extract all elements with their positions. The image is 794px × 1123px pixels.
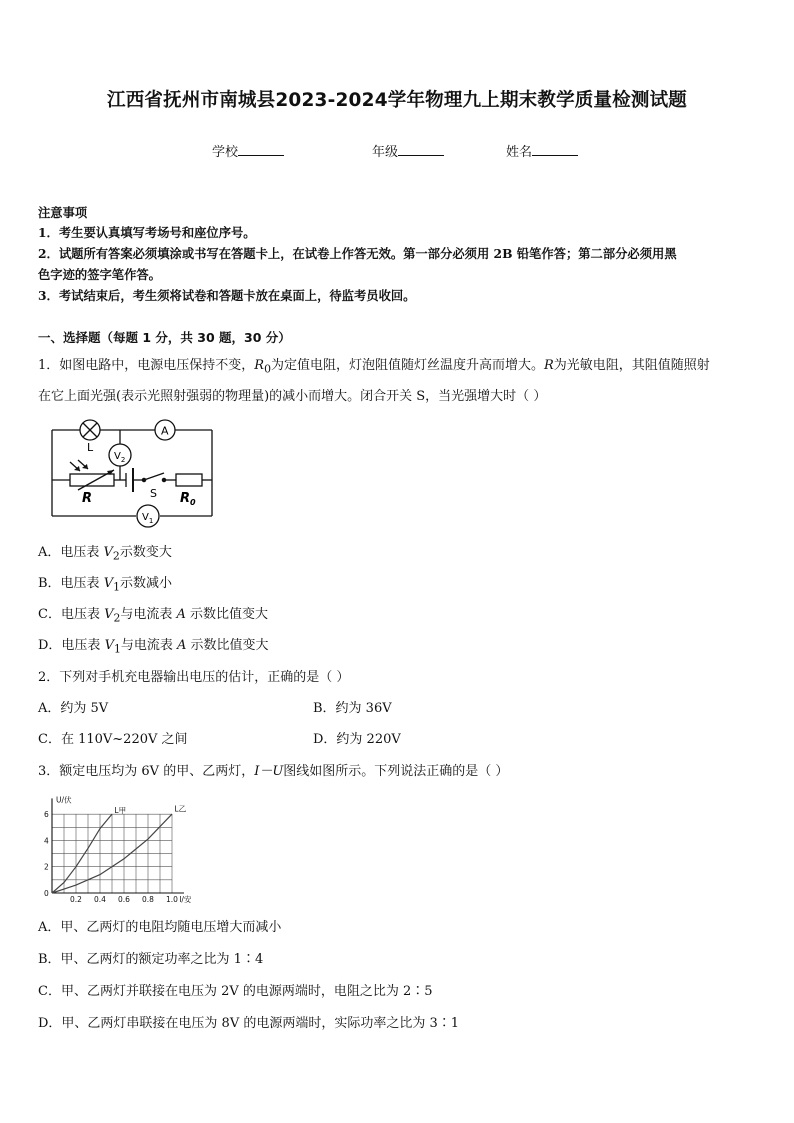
- q3-option-d[interactable]: D．甲、乙两灯串联接在电压为 8V 的电源两端时，实际功率之比为 3∶1: [38, 1016, 460, 1031]
- grade-blank[interactable]: [398, 143, 444, 156]
- note-item: 2．试题所有答案必须填涂或书写在答题卡上，在试卷上作答无效。第一部分必须用 2B 铅笔作答；第二部分必须用黑: [38, 246, 677, 261]
- school-label: 学校: [212, 145, 239, 160]
- option-sub: 2: [113, 611, 121, 625]
- note-item: 3．考试结束后，考生须将试卷和答题卡放在桌面上，待监考员收回。: [38, 288, 416, 303]
- option-var: V: [104, 607, 114, 622]
- q1-option-a[interactable]: [38, 541, 172, 563]
- curve-l-yi-label: L乙: [174, 804, 187, 814]
- x-tick-label: 1.0: [166, 895, 178, 904]
- page-title: 江西省抚州市南城县2023-2024学年物理九上期末教学质量检测试题: [107, 90, 687, 111]
- v1-label: [142, 512, 153, 525]
- lamp-label: L: [87, 441, 94, 454]
- option-var: A: [176, 638, 187, 653]
- grade-label: 年级: [372, 145, 399, 160]
- x-tick-label: 0.2: [70, 895, 82, 904]
- section-heading: 一、选择题（每题 1 分，共 30 题，30 分）: [38, 330, 291, 345]
- option-var: A: [176, 607, 186, 622]
- q3-text: 图线如图所示。下列说法正确的是（ ）: [283, 764, 509, 779]
- note-item: 1．考生要认真填写考场号和座位序号。: [38, 225, 256, 240]
- q3-option-b[interactable]: B．甲、乙两灯的额定功率之比为 1∶4: [38, 952, 264, 967]
- note-item: 色字迹的签字笔作答。: [38, 267, 161, 282]
- q3-stem: [38, 760, 508, 779]
- q1-stem-line1: [38, 354, 710, 376]
- option-text: 示数变大: [119, 545, 172, 560]
- r0-letter: R: [180, 491, 191, 506]
- q1-text: 为光敏电阻，其阻值随照射: [553, 358, 710, 373]
- q1-option-d[interactable]: [38, 634, 269, 656]
- q2-option-c[interactable]: C．在 110V~220V 之间: [38, 732, 188, 747]
- option-sub: 2: [112, 549, 120, 563]
- grade-field[interactable]: [372, 141, 444, 160]
- option-text: A．电压表: [38, 545, 104, 560]
- q3-option-c[interactable]: C．甲、乙两灯并联接在电压为 2V 的电源两端时，电阻之比为 2∶5: [38, 984, 433, 999]
- r0-label: [180, 491, 196, 507]
- option-text: 与电流表: [120, 638, 177, 653]
- r0-symbol: R: [254, 358, 265, 373]
- y-tick-label: 4: [44, 836, 49, 846]
- name-label: 姓名: [506, 145, 533, 160]
- option-sub: 1: [113, 642, 121, 656]
- option-text: B．电压表: [38, 576, 104, 591]
- q3-option-a[interactable]: A．甲、乙两灯的电阻均随电压增大而减小: [38, 920, 282, 935]
- switch-label: S: [150, 487, 157, 500]
- ammeter-label: A: [161, 424, 169, 438]
- v2-label: [114, 451, 125, 464]
- option-var: V: [104, 638, 114, 653]
- q3-iu-graph: [30, 786, 210, 910]
- option-sub: 1: [113, 580, 120, 594]
- x-tick-label: 0.6: [118, 895, 130, 904]
- y-tick-label: 0: [44, 889, 49, 898]
- y-axis-label: U/伏: [56, 795, 72, 805]
- q2-option-a[interactable]: A．约为 5V: [38, 701, 109, 716]
- option-var: V: [103, 576, 114, 591]
- y-tick-label: 2: [44, 862, 49, 872]
- iu-symbol: I－U: [254, 764, 284, 779]
- q1-option-c[interactable]: [38, 603, 268, 625]
- q2-stem: 2．下列对手机充电器输出电压的估计，正确的是（ ）: [38, 670, 350, 685]
- r-symbol: R: [543, 358, 554, 373]
- q1-text: 为定值电阻，灯泡阻值随灯丝温度升高而增大。: [270, 358, 544, 373]
- x-axis-label: I/安: [179, 895, 192, 904]
- name-blank[interactable]: [532, 143, 578, 156]
- v2-sub: 2: [120, 456, 126, 464]
- q3-text: 3．额定电压均为 6V 的甲、乙两灯，: [38, 764, 255, 779]
- option-var: V: [103, 545, 113, 560]
- v1-sub: 1: [148, 517, 154, 525]
- y-tick-label: 6: [44, 810, 49, 820]
- option-text: 与电流表: [120, 607, 177, 622]
- notes-heading: 注意事项: [38, 205, 88, 220]
- x-tick-label: 0.4: [94, 895, 106, 904]
- r-label: R: [82, 491, 93, 506]
- v2-letter: V: [114, 451, 121, 462]
- curve-l-jia-label: L甲: [114, 805, 127, 815]
- option-text: D．电压表: [38, 638, 105, 653]
- school-blank[interactable]: [238, 143, 284, 156]
- school-field[interactable]: [212, 141, 284, 160]
- v1-letter: V: [142, 512, 149, 523]
- option-text: 示数减小: [119, 576, 172, 591]
- x-tick-label: 0.8: [142, 895, 154, 904]
- q1-stem-line2: 在它上面光强(表示光照射强弱的物理量)的减小而增大。闭合开关 S，当光强增大时（ ）: [38, 389, 547, 404]
- q2-option-b[interactable]: B．约为 36V: [313, 701, 392, 716]
- r0-sub: 0: [264, 362, 271, 376]
- q2-option-d[interactable]: D．约为 220V: [313, 732, 401, 747]
- q1-option-b[interactable]: [38, 572, 172, 594]
- q1-circuit-diagram: [40, 418, 230, 530]
- option-text: C．电压表: [38, 607, 105, 622]
- option-text: 示数比值变大: [186, 638, 269, 653]
- r0-sub-label: 0: [190, 498, 196, 507]
- q1-text: 1．如图电路中，电源电压保持不变，: [38, 358, 255, 373]
- name-field[interactable]: [506, 141, 578, 160]
- option-text: 示数比值变大: [185, 607, 269, 622]
